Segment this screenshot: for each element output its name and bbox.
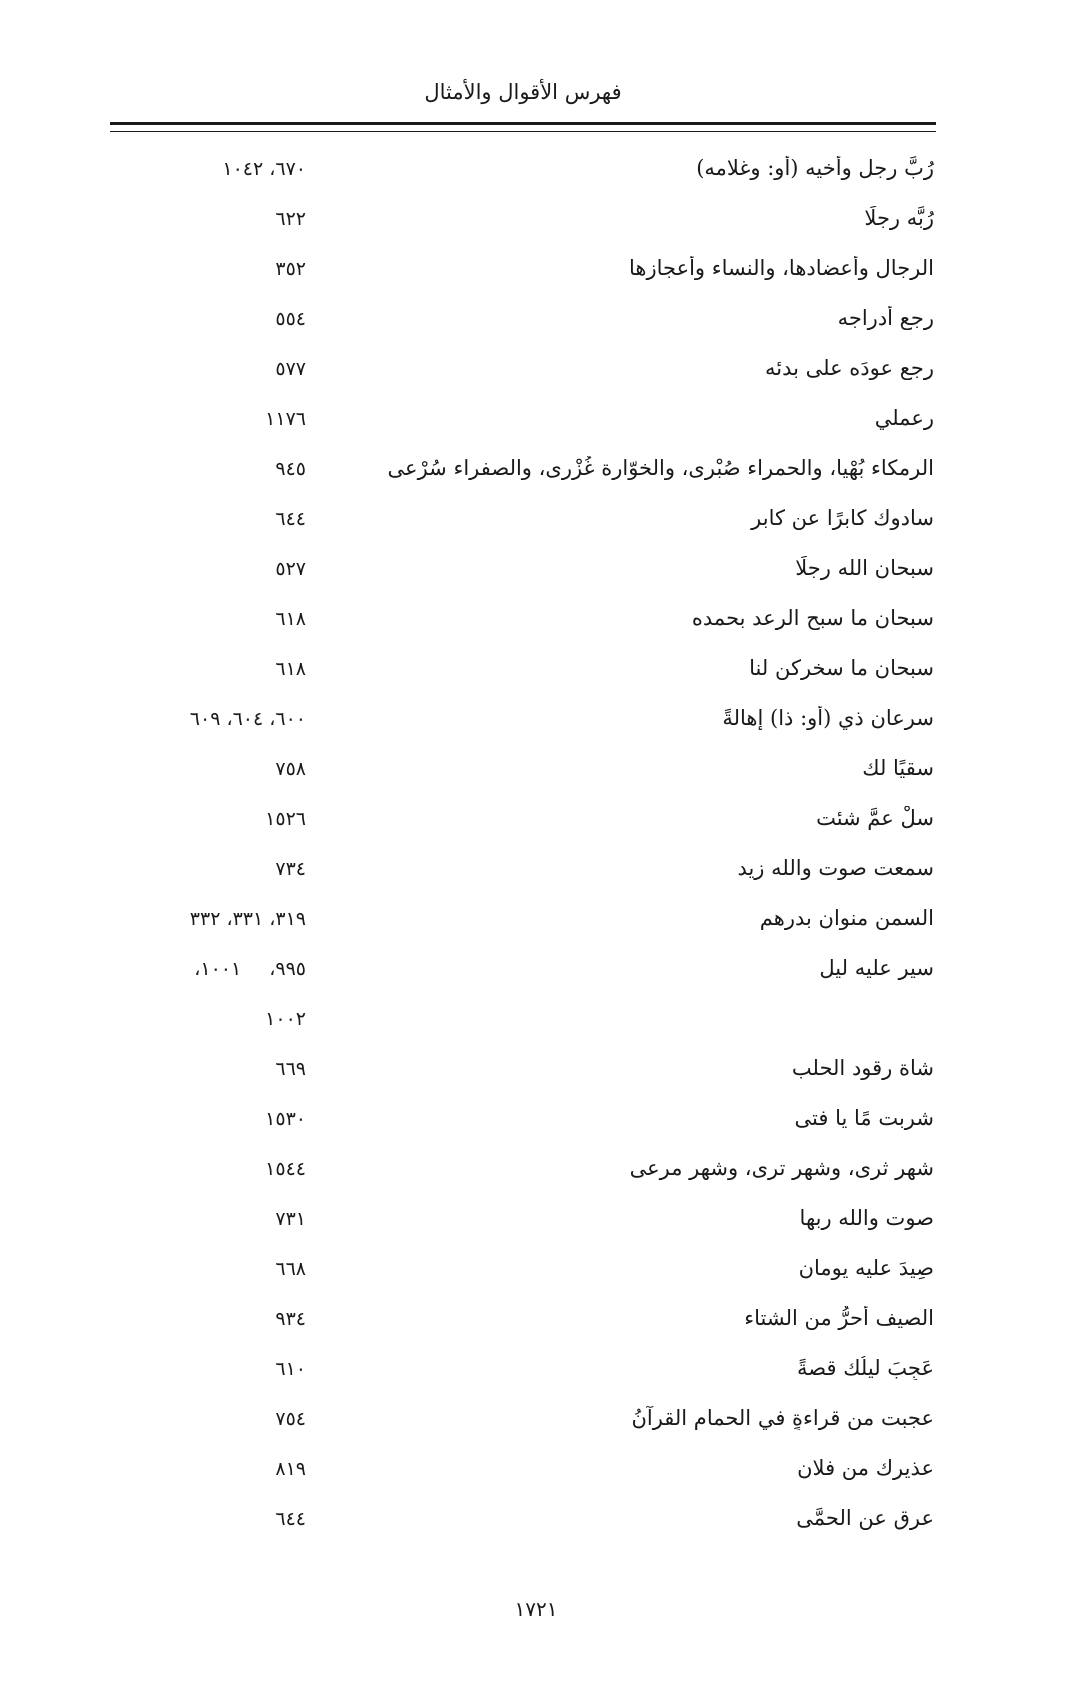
- entry-page-refs: ٧٥٨: [275, 758, 306, 780]
- header-rule-thin: [110, 131, 936, 132]
- entry-page-refs: ١٠٠٢: [265, 1008, 306, 1030]
- entry-page-refs: ٣١٩، ٣٣١، ٣٣٢: [189, 908, 306, 930]
- entry-page-refs: ٧٣١: [275, 1208, 306, 1230]
- entry-phrase: سبحان الله رجلًا: [795, 556, 934, 580]
- entry-page-refs: ٣٥٢: [275, 258, 306, 280]
- index-entry: [110, 648, 936, 698]
- entry-page-refs: ٥٥٤: [275, 308, 306, 330]
- index-entry: [110, 898, 936, 948]
- entry-page-refs: ٦٤٤: [275, 508, 306, 530]
- entry-phrase: سرعان ذي (أو: ذا) إهالةً: [722, 706, 934, 730]
- entry-page-refs: ٧٥٤: [275, 1408, 306, 1430]
- entry-page-refs: ١١٧٦: [265, 408, 306, 430]
- index-entry: [110, 748, 936, 798]
- entry-page-refs: ٦٦٩: [275, 1058, 306, 1080]
- index-entry: [110, 348, 936, 398]
- entry-phrase: الصيف أحرُّ من الشتاء: [744, 1306, 934, 1330]
- entry-page-refs: ٦٦٨: [275, 1258, 306, 1280]
- entry-phrase: رعملي: [874, 406, 934, 430]
- entry-page-refs: ٦٢٢: [275, 208, 306, 230]
- entry-page-refs: ٩٤٥: [275, 458, 306, 480]
- entry-page-refs: ١٥٢٦: [265, 808, 306, 830]
- index-entry: [110, 598, 936, 648]
- index-entry: [110, 1148, 936, 1198]
- index-entry-list: [110, 148, 936, 1548]
- index-entry: [110, 1348, 936, 1398]
- index-entry: [110, 498, 936, 548]
- entry-phrase: سبحان ما سبح الرعد بحمده: [691, 606, 934, 630]
- index-entry: [110, 1248, 936, 1298]
- entry-page-refs: ٧٣٤: [275, 858, 306, 880]
- entry-page-refs: ٩٣٤: [275, 1308, 306, 1330]
- running-head: فهرس الأقوال والأمثال: [424, 80, 622, 104]
- entry-page-refs: ٨١٩: [275, 1458, 306, 1480]
- entry-phrase: شربت مًا يا فتى: [794, 1106, 934, 1130]
- index-entry: [110, 848, 936, 898]
- entry-phrase: عذيرك من فلان: [797, 1456, 934, 1480]
- entry-page-refs: ٥٧٧: [275, 358, 306, 380]
- entry-phrase: سقيًا لك: [862, 756, 934, 780]
- entry-phrase: شاة رقود الحلب: [791, 1056, 934, 1080]
- index-entry: [110, 398, 936, 448]
- index-entry: [110, 148, 936, 198]
- index-entry: [110, 1098, 936, 1148]
- entry-phrase: سمعت صوت والله زيد: [737, 856, 934, 880]
- entry-page-refs: ٩٩٥، ١٠٠١،: [194, 958, 306, 980]
- index-entry: [110, 448, 936, 498]
- entry-phrase: رجع أدراجه: [837, 306, 934, 330]
- index-entry: [110, 1048, 936, 1098]
- entry-page-refs: ٦١٨: [275, 658, 306, 680]
- entry-phrase: السمن منوان بدرهم: [759, 906, 934, 930]
- entry-phrase: عَجِبَ ليلُك قصةً: [797, 1356, 934, 1380]
- index-entry: [110, 1298, 936, 1348]
- entry-phrase: رُبَّه رجلًا: [864, 206, 934, 230]
- index-entry: [110, 1448, 936, 1498]
- index-entry: [110, 798, 936, 848]
- entry-phrase: عجبت من قراءةٍ في الحمام القرآنُ: [631, 1406, 934, 1430]
- entry-phrase: الرمكاء بُهْيا، والحمراء صُبْرى، والخوّارة غُزْرى، والصفراء سُرْعى: [387, 456, 934, 480]
- entry-page-refs: ٥٢٧: [275, 558, 306, 580]
- entry-phrase: رجع عودَه على بدئه: [764, 356, 934, 380]
- entry-page-refs: ٦٠٠، ٦٠٤، ٦٠٩: [189, 708, 306, 730]
- entry-page-refs: ١٥٣٠: [265, 1108, 306, 1130]
- entry-phrase: سادوك كابرًا عن كابر: [751, 506, 934, 530]
- index-entry: [110, 698, 936, 748]
- index-entry: [110, 248, 936, 298]
- entry-page-refs: ٦١٨: [275, 608, 306, 630]
- page-number: ١٧٢١: [514, 1597, 558, 1621]
- entry-phrase: عرق عن الحمَّى: [796, 1506, 934, 1530]
- entry-phrase: سبحان ما سخركن لنا: [749, 656, 934, 680]
- header-rule-thick: [110, 122, 936, 125]
- index-entry: [110, 948, 936, 998]
- entry-phrase: الرجال وأعضادها، والنساء وأعجازها: [629, 256, 934, 280]
- entry-page-refs: ١٥٤٤: [265, 1158, 306, 1180]
- index-entry: [110, 548, 936, 598]
- entry-phrase: رُبَّ رجل وأخيه (أو: وغلامه): [696, 156, 934, 180]
- index-entry: [110, 198, 936, 248]
- entry-phrase: شهر ثرى، وشهر ترى، وشهر مرعى: [629, 1156, 934, 1180]
- entry-page-refs: ٦٤٤: [275, 1508, 306, 1530]
- index-entry: [110, 998, 936, 1048]
- index-entry: [110, 1398, 936, 1448]
- index-entry: [110, 298, 936, 348]
- entry-phrase: سلْ عمَّ شئت: [816, 806, 934, 830]
- entry-phrase: صِيدَ عليه يومان: [798, 1256, 934, 1280]
- entry-phrase: صوت والله ربها: [799, 1206, 934, 1230]
- entry-page-refs: ٦١٠: [275, 1358, 306, 1380]
- index-entry: [110, 1498, 936, 1548]
- entry-phrase: سير عليه ليل: [819, 956, 934, 980]
- entry-page-refs: ٦٧٠، ١٠٤٢: [222, 158, 306, 180]
- index-entry: [110, 1198, 936, 1248]
